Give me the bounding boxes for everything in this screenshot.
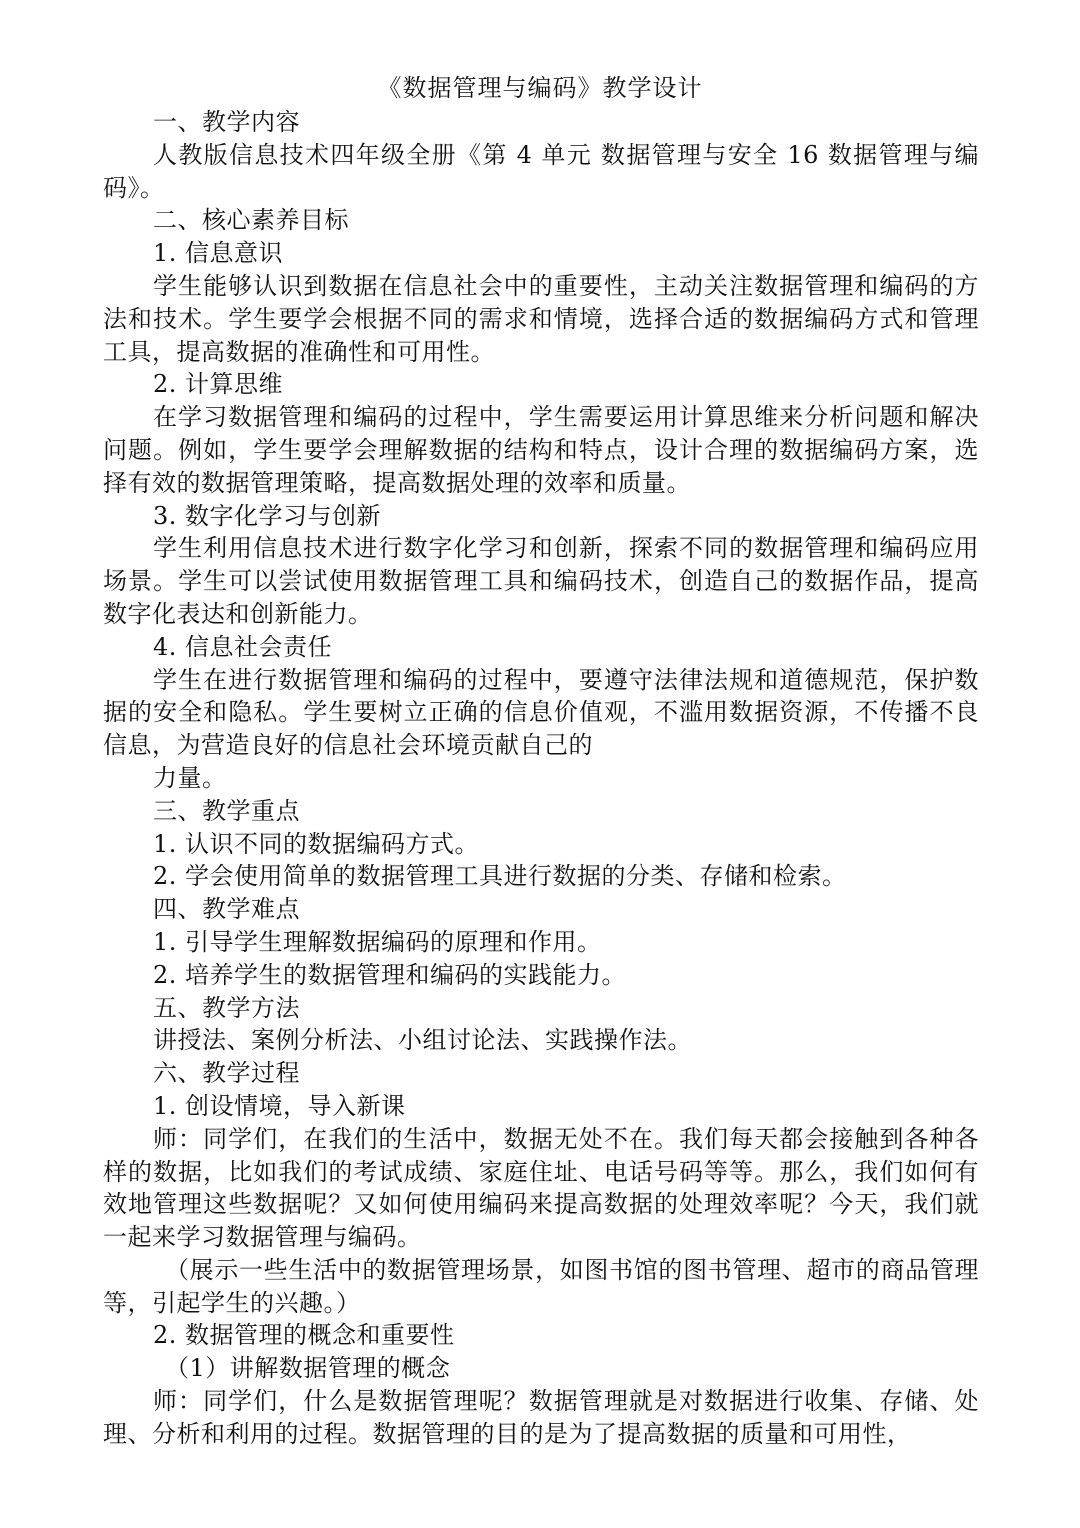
subheading-data-management-concept: 2. 数据管理的概念和重要性 xyxy=(153,1321,455,1350)
section-heading-process: 六、教学过程 xyxy=(153,1059,300,1088)
list-item-key-point-1: 1. 认识不同的数据编码方式。 xyxy=(153,829,480,858)
subheading-social-responsibility: 4. 信息社会责任 xyxy=(153,632,333,661)
section-heading-key-points: 三、教学重点 xyxy=(153,796,300,825)
paragraph-methods: 讲授法、案例分析法、小组讨论法、实践操作法。 xyxy=(153,1026,692,1055)
document-body xyxy=(103,106,979,1451)
document-title: 《数据管理与编码》教学设计 xyxy=(377,74,703,102)
subheading-computational-thinking: 2. 计算思维 xyxy=(153,370,284,399)
subheading-digital-learning: 3. 数字化学习与创新 xyxy=(153,501,382,530)
paragraph-scene-display: （展示一些生活中的数据管理场景，如图书馆的图书管理、超市的商品管理等，引起学生的兴趣。） xyxy=(103,1255,979,1317)
list-item-key-point-2: 2. 学会使用简单的数据管理工具进行数据的分类、存储和检索。 xyxy=(153,862,847,891)
section-heading-difficulties: 四、教学难点 xyxy=(153,895,300,924)
section-heading-methods: 五、教学方法 xyxy=(153,993,300,1022)
paragraph-teacher-concept: 师：同学们，什么是数据管理呢？数据管理就是对数据进行收集、存储、处理、分析和利用的过程。数据管理的目的是为了提高数据的质量和可用性， xyxy=(103,1387,979,1448)
list-item-difficulty-2: 2. 培养学生的数据管理和编码的实践能力。 xyxy=(153,960,627,989)
section-heading-goals: 二、核心素养目标 xyxy=(153,206,349,235)
subheading-information-awareness: 1. 信息意识 xyxy=(153,239,284,268)
list-item-difficulty-1: 1. 引导学生理解数据编码的原理和作用。 xyxy=(153,927,602,956)
paragraph-textbook-source: 人教版信息技术四年级全册《第 4 单元 数据管理与安全 16 数据管理与编码》。 xyxy=(103,140,979,202)
paragraph-digital-learning: 学生利用信息技术进行数字化学习和创新，探索不同的数据管理和编码应用场景。学生可以尝试使用数据管理工具和编码技术，创造自己的数据作品，提高数字化表达和创新能力。 xyxy=(103,534,979,628)
subheading-explain-concept: （1）讲解数据管理的概念 xyxy=(165,1354,451,1383)
paragraph-teacher-introduction: 师：同学们，在我们的生活中，数据无处不在。我们每天都会接触到各种各样的数据，比如我们的考试成绩、家庭住址、电话号码等等。那么，我们如何有效地管理这些数据呢？又如何使用编码来提高数据的处理效率呢？今天，我们就一起来学习数据管理与编码。 xyxy=(103,1124,979,1252)
paragraph-social-responsibility-end: 力量。 xyxy=(153,763,227,792)
paragraph-social-responsibility: 学生在进行数据管理和编码的过程中，要遵守法律法规和道德规范，保护数据的安全和隐私。学生要树立正确的信息价值观，不滥用数据资源，不传播不良信息，为营造良好的信息社会环境贡献自己的 xyxy=(103,665,979,760)
paragraph-information-awareness: 学生能够认识到数据在信息社会中的重要性，主动关注数据管理和编码的方法和技术。学生要学会根据不同的需求和情境，选择合适的数据编码方式和管理工具，提高数据的准确性和可用性。 xyxy=(103,271,979,366)
subheading-introduction: 1. 创设情境，导入新课 xyxy=(153,1091,406,1120)
section-heading-content: 一、教学内容 xyxy=(153,108,300,136)
paragraph-computational-thinking: 在学习数据管理和编码的过程中，学生需要运用计算思维来分析问题和解决问题。例如，学生要学会理解数据的结构和特点，设计合理的数据编码方案，选择有效的数据管理策略，提高数据处理的效率和质量。 xyxy=(103,403,979,497)
